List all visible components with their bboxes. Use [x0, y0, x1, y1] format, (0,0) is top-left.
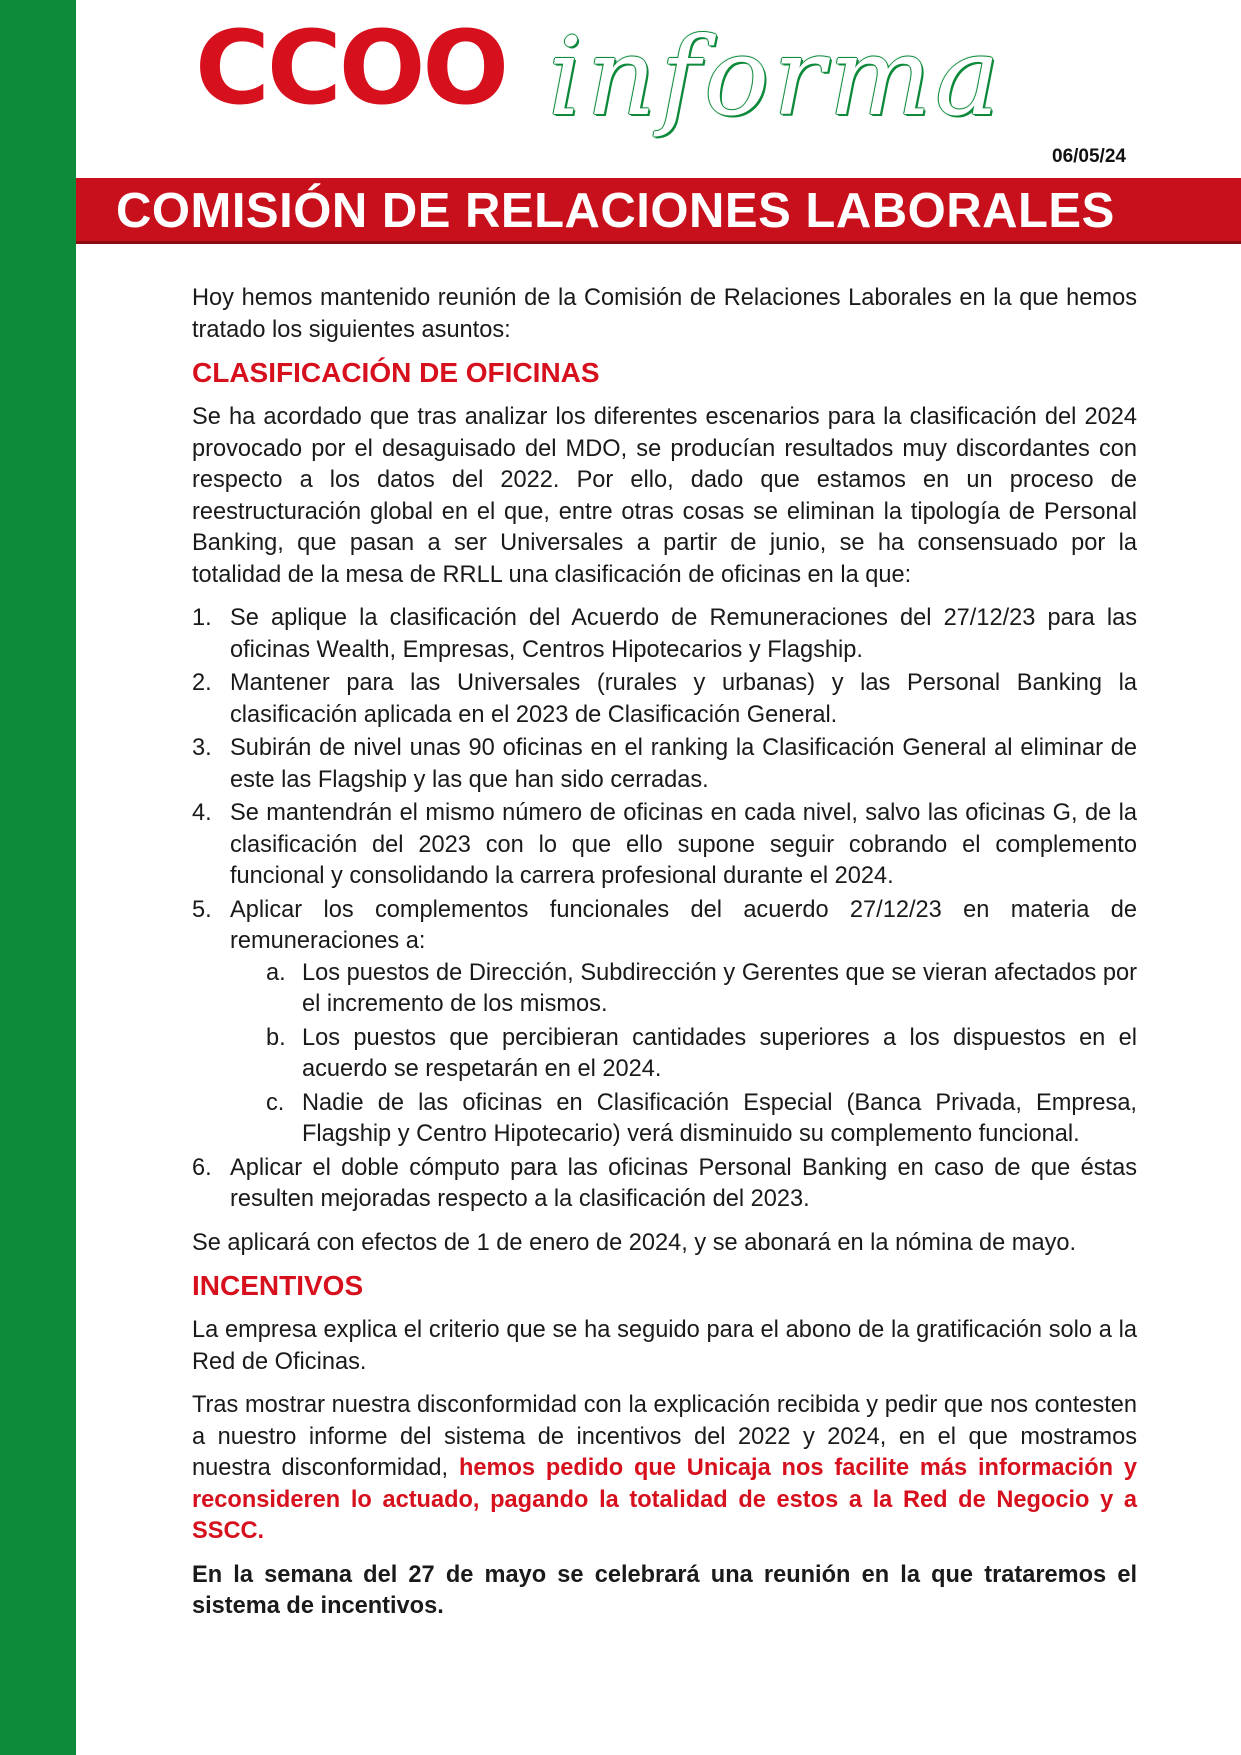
- list-item: [192, 895, 1137, 1151]
- list-item-text: Aplicar los complementos funcionales del acuerdo 27/12/23 en materia de remuneraciones a:: [230, 896, 1137, 954]
- sublist-item-letter: a.: [266, 959, 286, 986]
- document-body: [192, 283, 1137, 1623]
- incentivos-paragraph-2: [192, 1390, 1137, 1548]
- list-item-number: 6.: [192, 1154, 212, 1181]
- list-item-number: 3.: [192, 735, 212, 761]
- list-item-text: Se aplique la clasificación del Acuerdo de Remuneraciones del 27/12/23 para las oficinas Wealth, Empresas, Centros Hipotecarios y Flagship.: [230, 605, 1137, 663]
- informa-logo: informa: [548, 15, 1004, 140]
- incentivos-paragraph-2-text: Tras mostrar nuestra disconformidad con la explicación recibida y pedir que nos contesten a nuestro informe del sistema de incentivos del 2022 y 2024, en el que mostramos nuestra disconformidad,: [192, 1392, 1137, 1481]
- list-item-text: Se mantendrán el mismo número de oficinas en cada nivel, salvo las oficinas G, de la clasificación del 2023 con lo que ello supone seguir cobrando el complemento funcional y consolidando la carrera profesional durante el 2024.: [230, 800, 1137, 889]
- clasificacion-closing: Se aplicará con efectos de 1 de enero de 2024, y se abonará en la nómina de mayo.: [192, 1229, 1077, 1256]
- sublist-item-letter: c.: [266, 1089, 285, 1116]
- incentivos-highlight: hemos pedido que Unicaja nos facilite más información y reconsideren lo actuado, pagando la totalidad de estos a la Red de Negocio y a SSCC.: [192, 1455, 1137, 1544]
- section-title-incentivos: INCENTIVOS: [192, 1270, 364, 1301]
- list-item: [192, 733, 1137, 796]
- sublist-item-text: Los puestos que percibieran cantidades superiores a los dispuestos en el acuerdo se respetarán en el 2024.: [302, 1024, 1137, 1082]
- title-banner: [76, 178, 1241, 244]
- list-item-text: Subirán de nivel unas 90 oficinas en el ranking la Clasificación General al eliminar de este las Flagship y las que han sido cerradas.: [230, 735, 1137, 793]
- list-item-text: Aplicar el doble cómputo para las oficinas Personal Banking en caso de que éstas resulten mejoradas respecto a la clasificación del 2023.: [230, 1154, 1137, 1212]
- list-item-number: 2.: [192, 670, 212, 696]
- document-date: 06/05/24: [1052, 146, 1126, 167]
- green-side-bar: [0, 0, 76, 1755]
- list-item: [192, 1153, 1137, 1216]
- incentivos-paragraph-3: En la semana del 27 de mayo se celebrará una reunión en la que trataremos el sistema de incentivos.: [192, 1561, 1137, 1619]
- remuneraciones-sublist: [230, 958, 1137, 1151]
- list-item-number: 5.: [192, 896, 212, 923]
- sublist-item-text: Los puestos de Dirección, Subdirección y Gerentes que se vieran afectados por el incremento de los mismos.: [302, 959, 1137, 1017]
- sublist-item: [230, 958, 1137, 1021]
- intro-paragraph: Hoy hemos mantenido reunión de la Comisión de Relaciones Laborales en la que hemos tratado los siguientes asuntos:: [192, 285, 1137, 343]
- list-item-number: 1.: [192, 605, 212, 631]
- list-item: [192, 668, 1137, 731]
- section-title-clasificacion: CLASIFICACIÓN DE OFICINAS: [192, 357, 600, 388]
- list-item: [192, 798, 1137, 893]
- clasificacion-paragraph: Se ha acordado que tras analizar los diferentes escenarios para la clasificación del 2024 provocado por el desaguisado del MDO, se producían resultados muy discordantes con respecto a los datos del 2022. Por ello, dado que estamos en un proceso de reestructuración global en el que, entre otras cosas se eliminan la tipología de Personal Banking, que pasan a ser Universales a partir de junio, se ha consensuado por la totalidad de la mesa de RRLL una clasificación de oficinas en la que:: [192, 404, 1137, 588]
- banner-title: COMISIÓN DE RELACIONES LABORALES: [116, 184, 1115, 238]
- list-item-number: 4.: [192, 800, 212, 826]
- sublist-item-text: Nadie de las oficinas en Clasificación Especial (Banca Privada, Empresa, Flagship y Centro Hipotecario) verá disminuido su complemento funcional.: [302, 1089, 1137, 1147]
- sublist-item: [230, 1088, 1137, 1151]
- ccoo-logo: CCOO: [195, 9, 507, 128]
- sublist-item-letter: b.: [266, 1024, 286, 1051]
- list-item-text: Mantener para las Universales (rurales y urbanas) y las Personal Banking la clasificación aplicada en el 2023 de Clasificación General.: [230, 670, 1137, 728]
- incentivos-paragraph-1: La empresa explica el criterio que se ha seguido para el abono de la gratificación solo a la Red de Oficinas.: [192, 1317, 1137, 1375]
- sublist-item: [230, 1023, 1137, 1086]
- list-item: [192, 603, 1137, 666]
- clasificacion-list: [192, 603, 1137, 1216]
